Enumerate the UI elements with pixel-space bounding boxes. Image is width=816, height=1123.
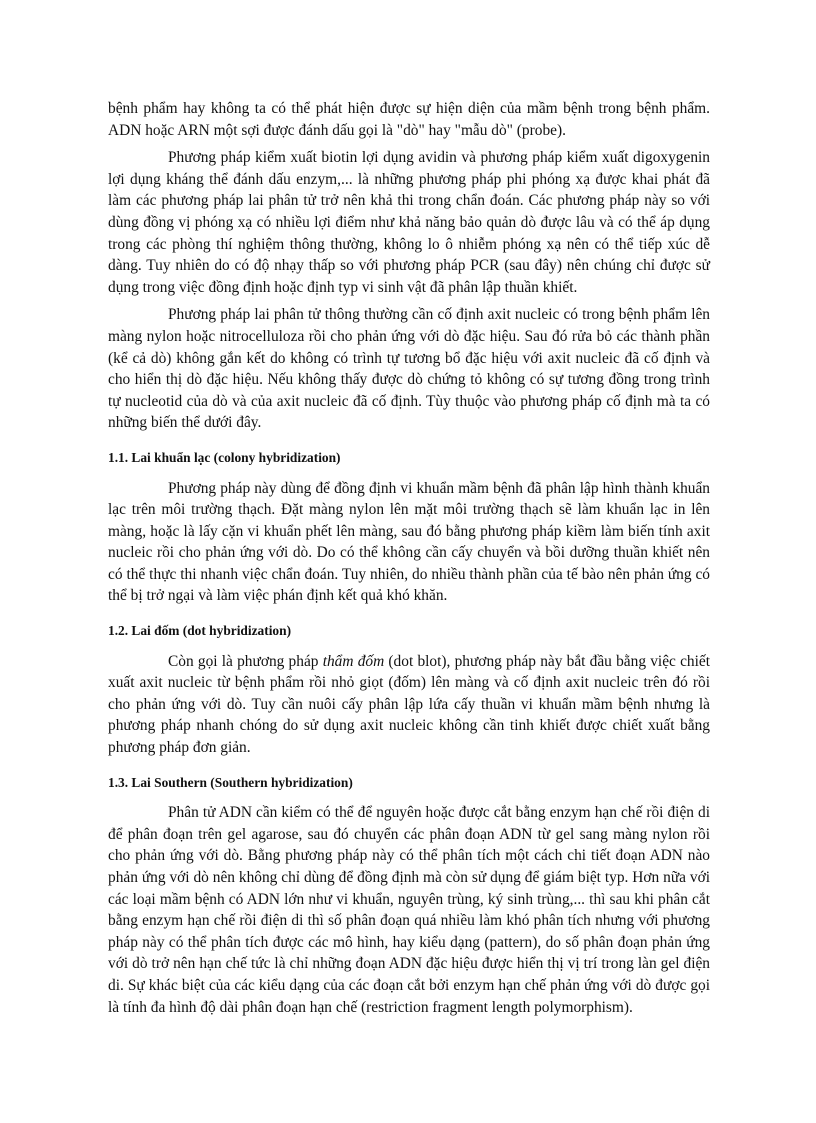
section-heading-dot: 1.2. Lai đốm (dot hybridization) (108, 623, 292, 639)
intro-paragraph-continued: bệnh phẩm hay không ta có thể phát hiện được sự hiện diện của mầm bệnh trong bệnh phẩm. ADN hoặc ARN một sợi được đánh dấu gọi là "dò" hay "mẫu dò" (probe). (108, 100, 710, 139)
section-body-dot (108, 651, 710, 759)
dot-body-emphasis: thẩm đốm (322, 652, 385, 670)
section-heading-southern: 1.3. Lai Southern (Southern hybridization) (108, 774, 353, 790)
dot-body-pre: Còn gọi là phương pháp (168, 652, 323, 670)
section-heading-colony: 1.1. Lai khuẩn lạc (colony hybridization) (108, 449, 341, 465)
section-body-southern: Phân tử ADN cần kiểm có thể để nguyên hoặc được cắt bằng enzym hạn chế rồi điện di để phân đoạn trên gel agarose, sau đó chuyển các phân đoạn ADN từ gel sang màng nylon rồi cho phản ứng với dò. Bằng phương pháp này có thể phân tích một cách chi tiết đoạn ADN nào phản ứng với dò nên không chỉ dùng để đồng định mà còn sử dụng để giám biệt typ. Hơn nữa với các loại mầm bệnh có ADN lớn như vi khuẩn, nguyên trùng, ký sinh trùng,... thì sau khi phân cắt bằng enzym hạn chế rồi điện di thì số phân đoạn quá nhiều làm khó phân tích nhưng với phương pháp này có thể phân tích được các mô hình, hay kiểu dạng (pattern), do số phân đoạn phản ứng với dò trở nên hạn chế tức là chỉ những đoạn ADN đặc hiệu được hiển thị vị trí trong làn gel điện di. Sự khác biệt của các kiểu dạng của các đoạn cắt bởi enzym hạn chế phản ứng với dò được gọi là tính đa hình độ dài phân đoạn hạn chế (restriction fragment length polymorphism). (108, 804, 710, 1016)
section-body-colony: Phương pháp này dùng để đồng định vi khuẩn mầm bệnh đã phân lập hình thành khuẩn lạc trên môi trường thạch. Đặt màng nylon lên mặt môi trường thạch sẽ làm khuẩn lạc in lên màng, hoặc là lấy cặn vi khuẩn phết lên màng, sau đó bằng phương pháp kiềm làm biến tính axit nucleic rồi cho phản ứng với dò. Do có thể không cần cấy chuyển và bồi dưỡng thuần khiết nên có thể thực thi nhanh việc chẩn đoán. Tuy nhiên, do nhiều thành phần của tế bào nên phản ứng có thể bị trở ngại và làm việc phán định kết quả khó khăn. (108, 479, 710, 605)
document-page (108, 98, 710, 1024)
intro-paragraph-nonradioactive: Phương pháp kiểm xuất biotin lợi dụng avidin và phương pháp kiểm xuất digoxygenin lợi dụng kháng thể đánh dấu enzym,... là những phương pháp phi phóng xạ được khai phát đã làm các phương pháp lai phân tử trở nên khả thi trong chẩn đoán. Các phương pháp này so với dùng đồng vị phóng xạ có nhiều lợi điểm như khả năng bảo quản dò được lâu và có thể áp dụng trong các phòng thí nghiệm thông thường, không lo ô nhiễm phóng xạ nên có thể tiếp xúc dễ dàng. Tuy nhiên do có độ nhạy thấp so với phương pháp PCR (sau đây) nên chúng chỉ được sử dụng trong việc đồng định hoặc định typ vi sinh vật đã phân lập thuần khiết. (108, 149, 710, 296)
dot-body-post: (dot blot), phương pháp này bắt đầu bằng việc chiết xuất axit nucleic từ bệnh phẩm rồi nhỏ giọt (đốm) lên màng và cố định axit nucleic trên đó rồi cho phản ứng với dò. Tuy cần nuôi cấy phân lập lứa cấy thuần vi khuẩn mầm bệnh nhưng là phương pháp nhanh chóng do sử dụng axit nucleic không cần tinh khiết được chiết xuất bằng phương pháp đơn giản. (108, 652, 710, 757)
intro-paragraph-hybridization: Phương pháp lai phân tử thông thường cần cố định axit nucleic có trong bệnh phẩm lên màng nylon hoặc nitrocelluloza rồi cho phản ứng với dò đặc hiệu. Sau đó rửa bỏ các thành phần (kể cả dò) không gắn kết do không có trình tự tương bổ đặc hiệu với axit nucleic đã cố định và cho hiển thị dò đặc hiệu. Nếu không thấy được dò chứng tỏ không có sự tương đồng trong trình tự nucleotid của dò và của axit nucleic đã cố định. Tùy thuộc vào phương pháp cố định mà ta có những biến thể dưới đây. (108, 306, 710, 432)
